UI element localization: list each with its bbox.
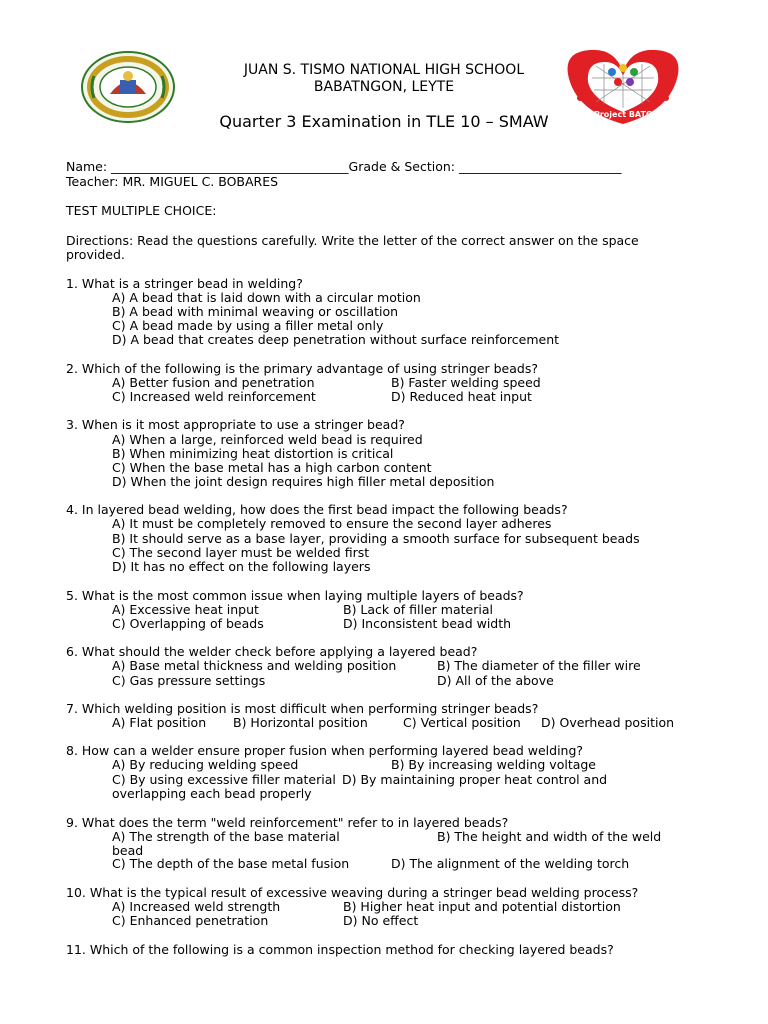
- name-grade-line: Name: ______________________________________Grade & Section: __________________________: [66, 159, 622, 174]
- option: D) Inconsistent bead width: [343, 616, 512, 631]
- option: C) The second layer must be welded first: [112, 545, 370, 560]
- option: D) By maintaining proper heat control and: [342, 772, 608, 787]
- option: D) When the joint design requires high filler metal deposition: [112, 474, 495, 489]
- option: C) Enhanced penetration: [112, 913, 269, 928]
- option: D) The alignment of the welding torch: [391, 856, 630, 871]
- option-continued: overlapping each bead properly: [112, 786, 312, 801]
- school-location: BABATNGON, LEYTE: [313, 79, 455, 95]
- option: B) Horizontal position: [233, 715, 368, 730]
- option: B) Higher heat input and potential distortion: [343, 899, 621, 914]
- option: A) The strength of the base material: [112, 829, 340, 844]
- option: B) It should serve as a base layer, providing a smooth surface for subsequent beads: [112, 531, 640, 546]
- option: B) Faster welding speed: [391, 375, 541, 390]
- exam-title: Quarter 3 Examination in TLE 10 – SMAW: [219, 112, 549, 131]
- option: D) Reduced heat input: [391, 389, 532, 404]
- option: A) A bead that is laid down with a circular motion: [112, 290, 421, 305]
- option: C) Vertical position: [403, 715, 521, 730]
- logo-caption: Project BATONG: [594, 110, 667, 119]
- option: D) A bead that creates deep penetration without surface reinforcement: [112, 332, 560, 347]
- option: A) Better fusion and penetration: [112, 375, 315, 390]
- directions-line-1: Directions: Read the questions carefully. Write the letter of the correct answer on the space: [66, 233, 639, 248]
- option: B) When minimizing heat distortion is critical: [112, 446, 394, 461]
- option: C) The depth of the base metal fusion: [112, 856, 350, 871]
- question-4: 4. In layered bead welding, how does the first bead impact the following beads?: [66, 502, 568, 517]
- option: D) All of the above: [437, 673, 554, 688]
- option: C) Gas pressure settings: [112, 673, 266, 688]
- question-10: 10. What is the typical result of excessive weaving during a stringer bead welding process?: [66, 885, 639, 900]
- option: A) Excessive heat input: [112, 602, 259, 617]
- question-6: 6. What should the welder check before applying a layered bead?: [66, 644, 478, 659]
- option: B) Lack of filler material: [343, 602, 493, 617]
- option: A) Flat position: [112, 715, 207, 730]
- option: C) Increased weld reinforcement: [112, 389, 316, 404]
- question-1: 1. What is a stringer bead in welding?: [66, 276, 303, 291]
- question-11: 11. Which of the following is a common inspection method for checking layered beads?: [66, 942, 614, 957]
- option: C) A bead made by using a filler metal only: [112, 318, 384, 333]
- directions-line-2: provided.: [66, 247, 125, 262]
- option: D) Overhead position: [541, 715, 675, 730]
- option-continued: bead: [112, 843, 144, 858]
- question-7: 7. Which welding position is most difficult when performing stringer beads?: [66, 701, 539, 716]
- option: B) The height and width of the weld: [437, 829, 662, 844]
- question-9: 9. What does the term "weld reinforcement" refer to in layered beads?: [66, 815, 509, 830]
- option: B) By increasing welding voltage: [391, 757, 596, 772]
- question-2: 2. Which of the following is the primary advantage of using stringer beads?: [66, 361, 538, 376]
- option: C) By using excessive filler material: [112, 772, 336, 787]
- school-name: JUAN S. TISMO NATIONAL HIGH SCHOOL: [243, 62, 525, 78]
- option: C) When the base metal has a high carbon content: [112, 460, 432, 475]
- option: D) It has no effect on the following layers: [112, 559, 371, 574]
- option: C) Overlapping of beads: [112, 616, 264, 631]
- teacher-line: Teacher: MR. MIGUEL C. BOBARES: [66, 174, 279, 189]
- option: A) When a large, reinforced weld bead is required: [112, 432, 423, 447]
- question-5: 5. What is the most common issue when laying multiple layers of beads?: [66, 588, 524, 603]
- option: A) By reducing welding speed: [112, 757, 299, 772]
- option: A) Base metal thickness and welding position: [112, 658, 397, 673]
- option: A) It must be completely removed to ensure the second layer adheres: [112, 516, 552, 531]
- question-3: 3. When is it most appropriate to use a stringer bead?: [66, 417, 405, 432]
- option: B) A bead with minimal weaving or oscillation: [112, 304, 399, 319]
- option: D) No effect: [343, 913, 419, 928]
- school-seal-logo: [80, 50, 176, 124]
- question-8: 8. How can a welder ensure proper fusion when performing layered bead welding?: [66, 743, 584, 758]
- test-type: TEST MULTIPLE CHOICE:: [66, 203, 217, 218]
- option: B) The diameter of the filler wire: [437, 658, 641, 673]
- option: A) Increased weld strength: [112, 899, 281, 914]
